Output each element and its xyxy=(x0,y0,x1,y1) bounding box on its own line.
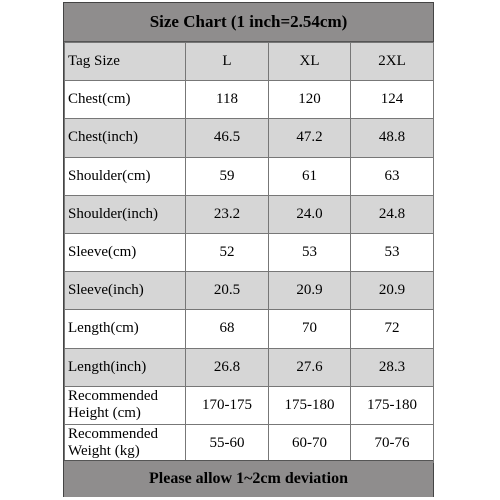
table-cell: 120 xyxy=(269,81,351,119)
table-cell: 20.5 xyxy=(186,272,269,310)
table-row xyxy=(65,233,434,271)
row-label: Length(cm) xyxy=(65,310,186,348)
table-cell: 28.3 xyxy=(351,348,434,386)
table-cell: 47.2 xyxy=(269,119,351,157)
table-row xyxy=(65,157,434,195)
table-cell: 59 xyxy=(186,157,269,195)
table-row xyxy=(65,195,434,233)
table-cell: 60-70 xyxy=(269,424,351,462)
header-cell: 2XL xyxy=(351,43,434,81)
row-label: Length(inch) xyxy=(65,348,186,386)
table-cell: 26.8 xyxy=(186,348,269,386)
table-cell: 68 xyxy=(186,310,269,348)
table-cell: 48.8 xyxy=(351,119,434,157)
table-row xyxy=(65,386,434,424)
header-cell: Tag Size xyxy=(65,43,186,81)
table-row xyxy=(65,310,434,348)
table-cell: 20.9 xyxy=(269,272,351,310)
table-cell: 27.6 xyxy=(269,348,351,386)
row-label: Shoulder(cm) xyxy=(65,157,186,195)
row-label: Recommended Height (cm) xyxy=(65,386,186,424)
header-cell: L xyxy=(186,43,269,81)
size-table xyxy=(64,42,434,463)
row-label: Recommended Weight (kg) xyxy=(65,424,186,462)
table-cell: 175-180 xyxy=(351,386,434,424)
chart-title: Size Chart (1 inch=2.54cm) xyxy=(64,3,433,42)
table-cell: 70 xyxy=(269,310,351,348)
table-cell: 70-76 xyxy=(351,424,434,462)
row-label: Sleeve(cm) xyxy=(65,233,186,271)
table-cell: 72 xyxy=(351,310,434,348)
table-cell: 52 xyxy=(186,233,269,271)
deviation-note: Please allow 1~2cm deviation xyxy=(64,460,433,497)
header-row xyxy=(65,43,434,81)
table-row xyxy=(65,348,434,386)
table-cell: 53 xyxy=(269,233,351,271)
table-row xyxy=(65,81,434,119)
row-label: Sleeve(inch) xyxy=(65,272,186,310)
table-row xyxy=(65,424,434,462)
table-cell: 53 xyxy=(351,233,434,271)
table-row xyxy=(65,119,434,157)
table-cell: 24.0 xyxy=(269,195,351,233)
table-cell: 170-175 xyxy=(186,386,269,424)
row-label: Chest(cm) xyxy=(65,81,186,119)
row-label: Chest(inch) xyxy=(65,119,186,157)
table-cell: 63 xyxy=(351,157,434,195)
header-cell: XL xyxy=(269,43,351,81)
table-cell: 118 xyxy=(186,81,269,119)
table-row xyxy=(65,272,434,310)
table-cell: 55-60 xyxy=(186,424,269,462)
table-cell: 175-180 xyxy=(269,386,351,424)
table-cell: 124 xyxy=(351,81,434,119)
table-cell: 46.5 xyxy=(186,119,269,157)
table-cell: 20.9 xyxy=(351,272,434,310)
row-label: Shoulder(inch) xyxy=(65,195,186,233)
table-cell: 24.8 xyxy=(351,195,434,233)
size-chart xyxy=(63,2,434,497)
table-cell: 61 xyxy=(269,157,351,195)
table-cell: 23.2 xyxy=(186,195,269,233)
